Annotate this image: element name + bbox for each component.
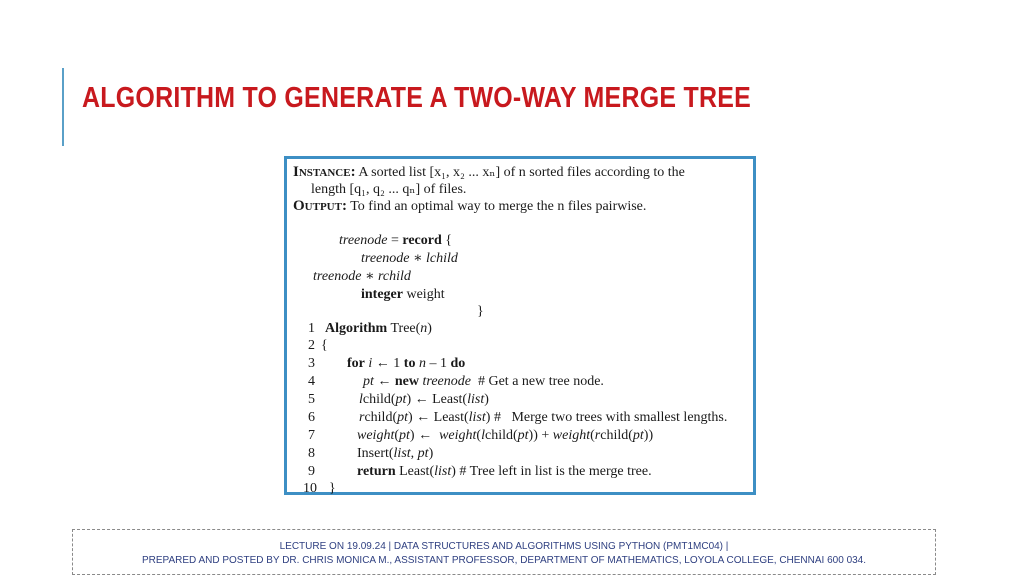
algorithm-figure	[284, 156, 756, 495]
record-line: }	[477, 304, 484, 319]
code-text: return Least(list) # Tree left in list is the merge tree.	[357, 464, 652, 479]
line-number: 8	[308, 446, 315, 461]
instance-line	[293, 164, 685, 182]
record-line: integer weight	[361, 287, 445, 302]
line-number: 5	[308, 392, 315, 407]
code-text: {	[321, 338, 328, 353]
line-number: 9	[308, 464, 315, 479]
code-text: Algorithm Tree(n)	[325, 321, 432, 336]
output-line	[293, 198, 646, 216]
code-text: for i ← 1 to n – 1 do	[347, 356, 466, 371]
line-number: 7	[308, 428, 315, 443]
footer-lecture-line: LECTURE ON 19.09.24 | DATA STRUCTURES AND ALGORITHMS USING PYTHON (PMT1MC04) |	[279, 541, 729, 552]
record-line: treenode ∗ lchild	[361, 251, 458, 266]
instance-text-continued: length [q₁, q₂ ... qₙ] of files.	[311, 182, 467, 197]
code-text: }	[329, 481, 336, 496]
instance-text: A sorted list [x₁, x₂ ... xₙ] of n sorted files according to the	[358, 165, 685, 180]
record-line: treenode ∗ rchild	[313, 269, 411, 284]
instance-label: Instance:	[293, 164, 356, 180]
code-text: Insert(list, pt)	[357, 446, 434, 461]
code-text: pt ← new treenode # Get a new tree node.	[363, 374, 604, 389]
slide-footer	[72, 529, 936, 575]
output-text: To find an optimal way to merge the n files pairwise.	[350, 199, 647, 214]
line-number: 6	[308, 410, 315, 425]
line-number: 3	[308, 356, 315, 371]
record-line: treenode = record {	[339, 233, 452, 248]
line-number: 2	[308, 338, 315, 353]
code-text: rchild(pt) ← Least(list) # Merge two trees with smallest lengths.	[359, 410, 728, 425]
footer-author-line: PREPARED AND POSTED BY DR. CHRIS MONICA M., ASSISTANT PROFESSOR, DEPARTMENT OF MATHEMATICS, LOYOLA COLLEGE, CHENNAI 600 034.	[141, 555, 867, 566]
title-accent-rule	[62, 68, 64, 146]
line-number: 4	[308, 374, 315, 389]
line-number: 10	[303, 481, 317, 496]
line-number: 1	[308, 321, 315, 336]
code-text: lchild(pt) ← Least(list)	[359, 392, 489, 407]
slide-title: ALGORITHM TO GENERATE A TWO-WAY MERGE TREE	[82, 82, 751, 114]
output-label: Output:	[293, 198, 347, 214]
code-text: weight(pt) ← weight(lchild(pt)) + weight(rchild(pt))	[357, 428, 654, 443]
